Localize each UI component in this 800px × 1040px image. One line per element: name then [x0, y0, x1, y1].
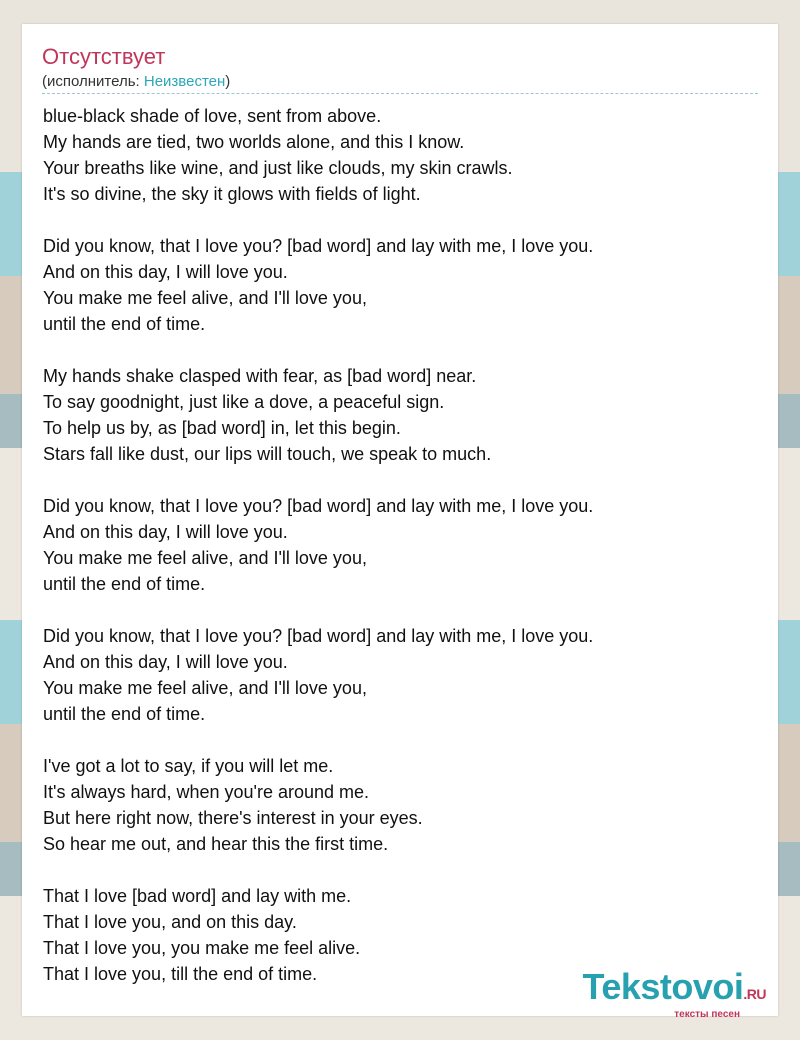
lyric-line: blue-black shade of love, sent from above. — [43, 106, 382, 126]
stanza — [43, 363, 759, 467]
artist-link[interactable]: Неизвестен — [143, 73, 226, 90]
lyric-line: To help us by, as [bad word] in, let this begin. — [43, 418, 401, 438]
lyric-line: Your breaths like wine, and just like clouds, my skin crawls. — [43, 158, 513, 178]
logo-tagline: тексты песен — [674, 1009, 740, 1020]
lyric-line: until the end of time. — [43, 314, 206, 334]
lyric-line: To say goodnight, just like a dove, a peaceful sign. — [43, 392, 445, 412]
lyrics-body — [43, 103, 759, 1013]
lyric-line: Did you know, that I love you? [bad word] and lay with me, I love you. — [43, 626, 594, 646]
lyric-line: Did you know, that I love you? [bad word] and lay with me, I love you. — [43, 236, 594, 256]
lyric-line: But here right now, there's interest in your eyes. — [43, 808, 423, 828]
lyric-line: Stars fall like dust, our lips will touch, we speak to much. — [43, 444, 492, 464]
stanza — [43, 493, 759, 597]
lyric-line: And on this day, I will love you. — [43, 522, 288, 542]
title-divider — [42, 93, 758, 94]
stanza — [43, 233, 759, 337]
lyric-line: You make me feel alive, and I'll love you, — [43, 678, 367, 698]
stanza — [43, 103, 759, 207]
artist-line — [42, 73, 230, 90]
lyric-line: I've got a lot to say, if you will let me. — [43, 756, 334, 776]
lyric-line: It's always hard, when you're around me. — [43, 782, 370, 802]
artist-prefix: (исполнитель: — [42, 73, 144, 90]
lyric-line: And on this day, I will love you. — [43, 652, 288, 672]
artist-suffix: ) — [225, 73, 231, 90]
lyric-line: So hear me out, and hear this the first time. — [43, 834, 389, 854]
stanza — [43, 753, 759, 857]
lyric-line: My hands are tied, two worlds alone, and this I know. — [43, 132, 465, 152]
lyric-line: That I love you, you make me feel alive. — [43, 938, 361, 958]
logo-wordmark — [583, 968, 767, 1013]
lyric-line: That I love you, till the end of time. — [43, 964, 318, 984]
lyric-line: You make me feel alive, and I'll love you, — [43, 548, 367, 568]
song-title: Отсутствует — [42, 44, 166, 69]
lyric-line: That I love [bad word] and lay with me. — [43, 886, 352, 906]
lyric-line: until the end of time. — [43, 704, 206, 724]
site-logo[interactable] — [583, 968, 767, 1020]
logo-tld: .RU — [743, 986, 766, 1002]
lyric-line: It's so divine, the sky it glows with fields of light. — [43, 184, 421, 204]
lyric-line: My hands shake clasped with fear, as [bad word] near. — [43, 366, 477, 386]
lyrics-card — [22, 24, 778, 1020]
lyric-line: And on this day, I will love you. — [43, 262, 288, 282]
lyric-line: until the end of time. — [43, 574, 206, 594]
stanza — [43, 623, 759, 727]
logo-name: Tekstovoi — [582, 966, 744, 1007]
lyric-line: Did you know, that I love you? [bad word] and lay with me, I love you. — [43, 496, 594, 516]
lyric-line: That I love you, and on this day. — [43, 912, 297, 932]
lyric-line: You make me feel alive, and I'll love you, — [43, 288, 367, 308]
